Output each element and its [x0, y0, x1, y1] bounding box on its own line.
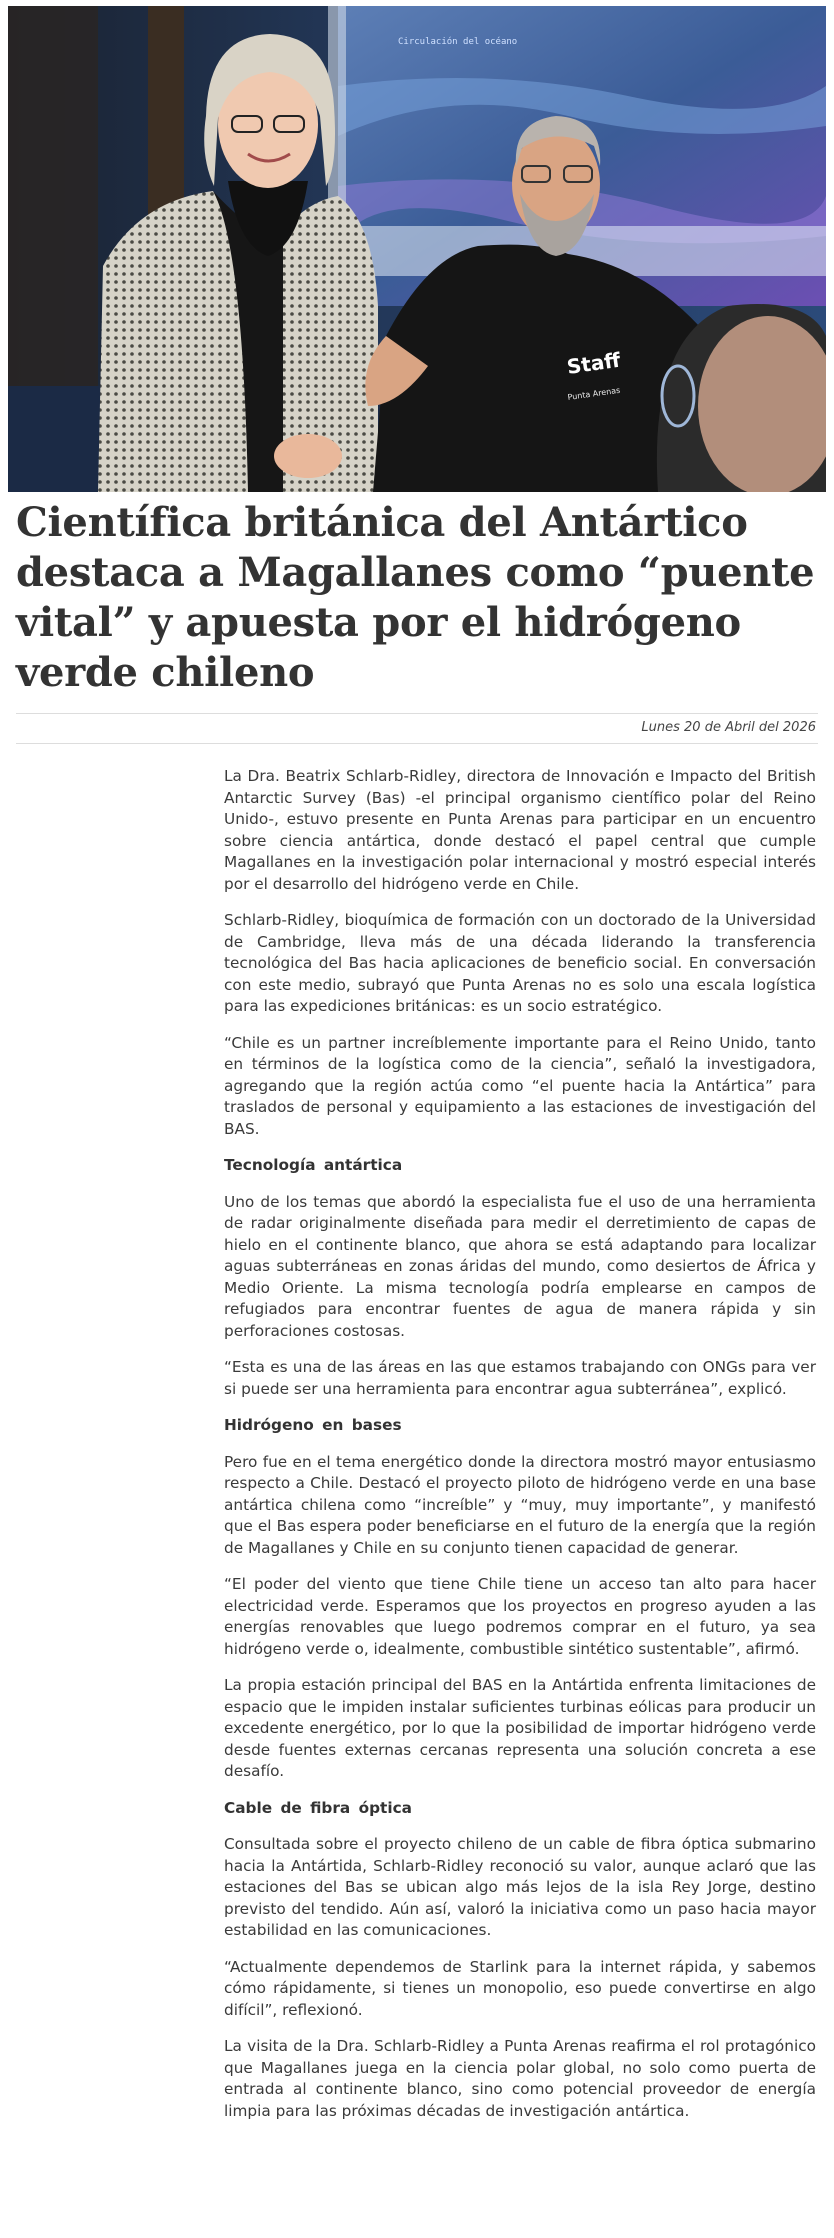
- publish-date: Lunes 20 de Abril del 2026: [641, 720, 816, 735]
- section-heading-hidrogeno: Hidrógeno en bases: [224, 1416, 402, 1434]
- paragraph: Uno de los temas que abordó la especialista fue el uso de una herramienta de radar originalmente diseñada para medir el derretimiento de capas de hielo en el continente blanco, que ahora se está adaptando para localizar aguas subterráneas en zonas áridas del mundo, como desiertos de África y Medio Oriente. La misma tecnología podría emplearse en campos de refugiados para encontrar fuentes de agua de manera rápida y sin perforaciones costosas.: [224, 1192, 816, 1340]
- paragraph: La Dra. Beatrix Schlarb-Ridley, directora de Innovación e Impacto del British Antarctic Survey (Bas) -el principal organismo científico polar del Reino Unido-, estuvo presente en Punta Arenas para participar en un encuentro sobre ciencia antártica, donde destacó el papel central que cumple Magallanes en la investigación polar internacional y mostró especial interés por el desarrollo del hidrógeno verde en Chile.: [224, 767, 816, 893]
- paragraph: Pero fue en el tema energético donde la directora mostró mayor entusiasmo respecto a Chile. Destacó el proyecto piloto de hidrógeno verde en una base antártica chilena como “increíble” y “muy, muy importante”, y manifestó que el Bas espera poder beneficiarse en el futuro de la energía que la región de Magallanes y Chile en su conjunto tienen capacidad de generar.: [224, 1452, 816, 1557]
- paragraph: Schlarb-Ridley, bioquímica de formación con un doctorado de la Universidad de Cambridge, lleva más de una década liderando la transferencia tecnológica del Bas hacia aplicaciones de beneficio social. En conversación con este medio, subrayó que Punta Arenas no es solo una escala logística para las expediciones británicas: es un socio estratégico.: [224, 911, 816, 1015]
- screen-caption: Circulación del océano: [398, 37, 518, 47]
- header-divider-bottom: [16, 743, 818, 744]
- paragraph: Consultada sobre el proyecto chileno de un cable de fibra óptica submarino hacia la Antártida, Schlarb-Ridley reconoció su valor, aunque aclaró que las estaciones del Bas se ubican algo más lejos de la isla Rey Jorge, destino previsto del tendido. Aún así, valoró la iniciativa como un paso hacia mayor estabilidad en las comunicaciones.: [224, 1835, 816, 1939]
- article-headline: Científica británica del Antártico destaca a Magallanes como “puente vital” y apuesta por el hidrógeno verde chileno: [16, 499, 815, 696]
- paragraph: La visita de la Dra. Schlarb-Ridley a Punta Arenas reafirma el rol protagónico que Magallanes juega en la ciencia polar global, no solo como puerta de entrada al continente blanco, sino como potencial proveedor de energía limpia para las próximas décadas de investigación antártica.: [224, 2037, 816, 2120]
- shirt-logo: Staff: [565, 347, 622, 379]
- paragraph: “Actualmente dependemos de Starlink para la internet rápida, y sabemos cómo rápidamente, si tienes un monopolio, eso puede convertirse en algo difícil”, reflexionó.: [224, 1957, 816, 2019]
- paragraph: La propia estación principal del BAS en la Antártida enfrenta limitaciones de espacio que le impiden instalar suficientes turbinas eólicas para producir un excedente energético, por lo que la posibilidad de importar hidrógeno verde desde fuentes externas cercanas representa una solución concreta a ese desafío.: [224, 1676, 816, 1780]
- paragraph: “Chile es un partner increíblemente importante para el Reino Unido, tanto en términos de la logística como de la ciencia”, señaló la investigadora, agregando que la región actúa como “el puente hacia la Antártica” para traslados de personal y equipamiento a las estaciones de investigación del BAS.: [224, 1033, 816, 1138]
- article-photo: [8, 6, 826, 492]
- section-heading-tecnologia: Tecnología antártica: [224, 1156, 403, 1174]
- article-body: [224, 766, 816, 2137]
- paragraph: “El poder del viento que tiene Chile tiene un acceso tan alto para hacer electricidad verde. Esperamos que los proyectos en progreso ayuden a las energías renovables que luego podremos comprar en el futuro, ya sea hidrógeno verde o, idealmente, combustible sintético sustentable”, afirmó.: [224, 1575, 816, 1658]
- paragraph: “Esta es una de las áreas en las que estamos trabajando con ONGs para ver si puede ser una herramienta para encontrar agua subterránea”, explicó.: [224, 1358, 816, 1398]
- section-heading-cable: Cable de fibra óptica: [224, 1798, 412, 1817]
- header-divider: [16, 713, 818, 714]
- shirt-subtext: Punta Arenas: [567, 385, 621, 402]
